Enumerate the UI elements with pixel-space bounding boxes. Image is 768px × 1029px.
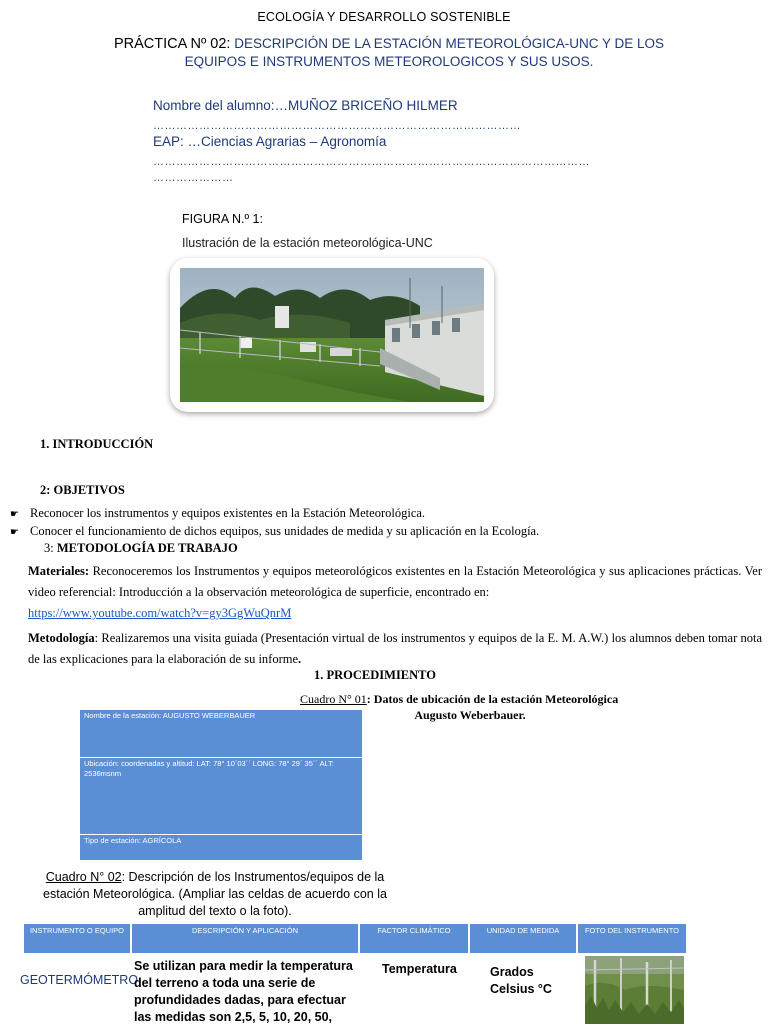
bullet-pointer-icon: ☛ (10, 509, 19, 520)
cuadro2-title (30, 869, 400, 920)
methodology-paragraph (28, 628, 762, 670)
station-name-cell: Nombre de la estación: AUGUSTO WEBERBAUER (84, 711, 256, 720)
cuadro2-title-text: : Descripción de los Instrumentos/equipos de la estación Meteorológica. (Ampliar las celdas de acuerdo con la amplitud del texto o la foto). (43, 870, 387, 918)
station-type-cell: Tipo de estación: AGRÍCOLA (84, 836, 182, 845)
objective-text: Conocer el funcionamiento de dichos equipos, sus unidades de medida y su aplicación en la Ecología. (30, 524, 540, 538)
header-unidad: UNIDAD DE MEDIDA (470, 924, 576, 953)
section-introduccion: 1. INTRODUCCIÓN (40, 437, 154, 451)
eap-line: EAP: …Ciencias Agrarias – Agronomía (153, 134, 387, 149)
methodology-label: Metodología (28, 631, 95, 645)
cuadro1-subtitle: Augusto Weberbauer. (414, 708, 526, 722)
section-metodologia (44, 541, 238, 556)
instrument-photo-illustration (585, 956, 684, 1024)
row-description: Se utilizan para medir la temperatura del terreno a toda una serie de profundidades dadas, para efectuar las medidas son 2,5, 5, 10, 20, 50, (134, 959, 353, 1024)
method-title: METODOLOGÍA DE TRABAJO (56, 541, 238, 555)
student-name: Nombre del alumno:…MUÑOZ BRICEÑO HILMER (153, 98, 458, 113)
method-prefix: 3: (44, 541, 57, 555)
row-climate-factor: Temperatura (382, 962, 457, 976)
student-dots: …………………………………………………………………………………… (153, 120, 521, 132)
figure-caption: Ilustración de la estación meteorológica-UNC (182, 236, 433, 250)
bullet-pointer-icon: ☛ (10, 527, 19, 538)
eap-dots: …………………………………………………………………………………………………… (153, 156, 590, 168)
methodology-text: : Realizaremos una visita guiada (Presentación virtual de los instrumentos y equipos de la E. M. A.W.) los alumnos deben tomar nota de las explicaciones para la elaboración de su informe (28, 631, 762, 666)
instrument-table-header (24, 924, 686, 953)
practice-title-text: DESCRIPCIÓN DE LA ESTACIÓN METEOROLÓGICA-UNC Y DE LOS EQUIPOS E INSTRUMENTOS METEOROLOGICOS Y SUS USOS. (184, 36, 665, 69)
row-unit: Grados Celsius °C (490, 965, 552, 996)
row-instrument-name: GEOTERMÓMETRO (20, 973, 139, 987)
materials-label: Materiales: (28, 564, 90, 578)
course-title: ECOLOGÍA Y DESARROLLO SOSTENIBLE (257, 10, 511, 24)
objective-item (10, 506, 425, 521)
materials-paragraph (28, 561, 762, 624)
practice-lead: PRÁCTICA Nº 02: (113, 36, 231, 52)
cuadro1-title (300, 692, 660, 707)
cuadro1-title-text: : Datos de ubicación de la estación Meteorológica (366, 692, 619, 706)
cuadro1-label: Cuadro N° 01 (300, 692, 367, 706)
header-foto: FOTO DEL INSTRUMENTO (578, 924, 686, 953)
section-objetivos: 2: OBJETIVOS (40, 483, 125, 497)
objective-item (10, 524, 539, 539)
station-photo (180, 268, 484, 402)
station-data-table (80, 710, 362, 860)
station-photo-illustration (180, 268, 484, 402)
header-instrumento: INSTRUMENTO O EQUIPO (24, 924, 130, 953)
figure-label: FIGURA N.º 1: (182, 212, 263, 226)
section-procedimiento: 1. PROCEDIMIENTO (314, 668, 437, 682)
materials-text: Reconoceremos los Instrumentos y equipos meteorológicos existentes en la Estación Meteorológica y sus aplicaciones prácticas. Ver video referencial: Introducción a la observación meteorológica de superficie, encontrado en: (28, 564, 762, 599)
video-link[interactable]: https://www.youtube.com/watch?v=gy3GgWuQnrM (28, 606, 292, 620)
practice-title (100, 35, 678, 70)
header-descripcion: DESCRIPCIÓN Y APLICACIÓN (132, 924, 358, 953)
station-location-cell: Ubicación: coordenadas y altitud: LAT: 78° 10´03´´ LONG: 78° 29´ 35´´ ALT: 2536msnm (84, 759, 335, 778)
cuadro2-label: Cuadro N° 02 (45, 870, 122, 884)
instrument-photo (585, 956, 684, 1024)
objective-text: Reconocer los instrumentos y equipos existentes en la Estación Meteorológica. (30, 506, 426, 520)
header-factor: FACTOR CLIMÁTICO (360, 924, 468, 953)
methodology-end: . (298, 652, 302, 666)
eap-dots-2: ………………… (153, 172, 234, 184)
